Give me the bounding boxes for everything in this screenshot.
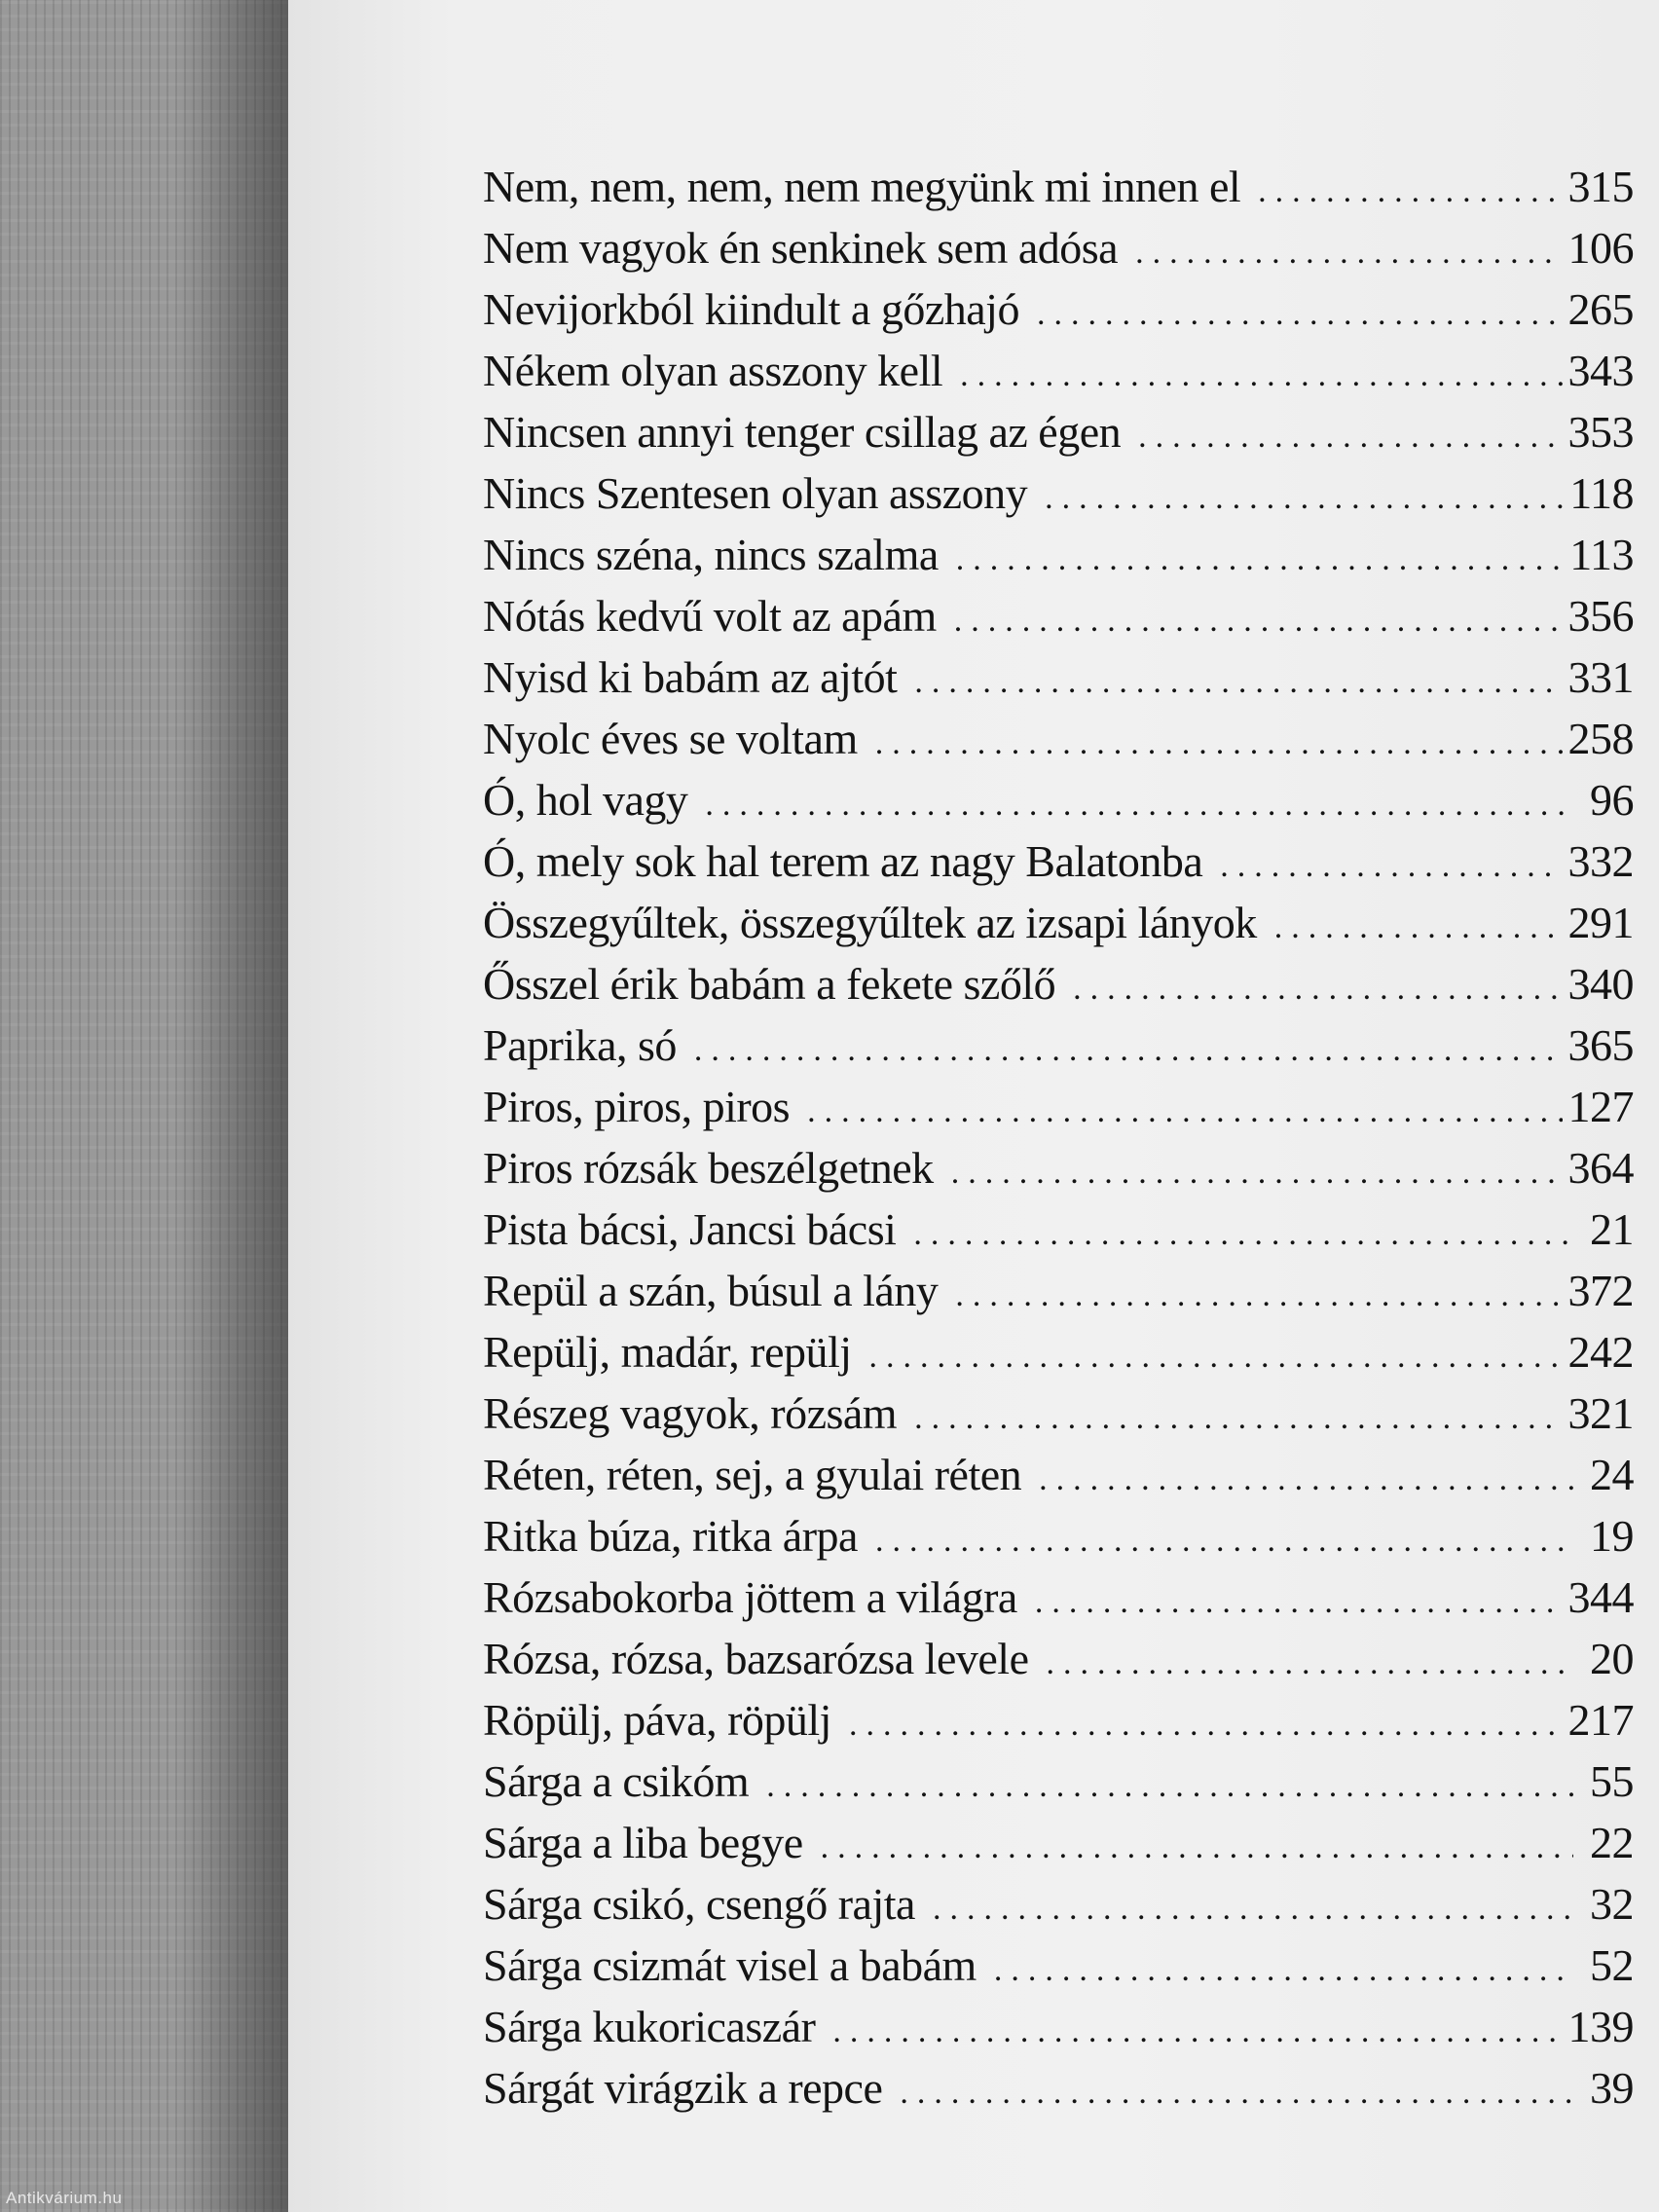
dot-leader — [933, 1878, 1573, 1939]
entry-page-number: 331 — [1567, 652, 1634, 702]
entry-title: Sárgát virágzik a repce — [483, 2063, 883, 2113]
dot-leader — [1047, 1633, 1574, 1694]
entry-title: Piros, piros, piros — [483, 1082, 791, 1131]
entry-page-number: 365 — [1567, 1020, 1634, 1070]
dot-leader — [960, 345, 1562, 406]
entry-page-number: 332 — [1567, 836, 1634, 886]
entry-title: Nincs széna, nincs szalma — [483, 530, 939, 579]
dot-leader — [1073, 958, 1562, 1019]
dot-leader — [832, 2001, 1562, 2062]
book-page — [288, 0, 1659, 2212]
dot-leader — [1138, 406, 1562, 467]
entry-page-number: 39 — [1590, 2063, 1634, 2113]
entry-title: Repülj, madár, repülj — [483, 1327, 852, 1377]
dot-leader — [766, 1755, 1573, 1817]
entry-title: Ritka búza, ritka árpa — [483, 1511, 858, 1561]
dot-leader — [914, 1387, 1562, 1449]
index-entry — [483, 830, 1634, 892]
dot-leader — [1035, 1571, 1563, 1633]
entry-title: Ősszel érik babám a fekete szőlő — [483, 959, 1056, 1009]
entry-page-number: 20 — [1590, 1634, 1634, 1683]
index-entry — [483, 1935, 1634, 1996]
index-entry — [483, 217, 1634, 278]
entry-page-number: 127 — [1567, 1082, 1634, 1131]
dot-leader — [694, 1019, 1563, 1081]
index-entry — [483, 401, 1634, 462]
entry-page-number: 19 — [1590, 1511, 1634, 1561]
dot-leader — [1039, 1449, 1573, 1510]
entry-page-number: 340 — [1567, 959, 1634, 1009]
index-entry — [483, 1076, 1634, 1137]
index-entry — [483, 524, 1634, 585]
watermark: Antikvárium.hu — [6, 2189, 123, 2207]
index-entry — [483, 1321, 1634, 1382]
index-entry — [483, 1873, 1634, 1935]
index-entry — [483, 1260, 1634, 1321]
entry-title: Repül a szán, búsul a lány — [483, 1266, 939, 1315]
index-entry — [483, 462, 1634, 524]
dot-leader — [914, 651, 1562, 713]
index-entry — [483, 1628, 1634, 1689]
dot-leader — [1037, 283, 1563, 345]
entry-page-number: 52 — [1590, 1940, 1634, 1990]
index-entry — [483, 892, 1634, 953]
entry-title: Sárga a liba begye — [483, 1818, 803, 1867]
dot-leader — [705, 774, 1573, 835]
index-entry — [483, 1567, 1634, 1628]
entry-page-number: 96 — [1590, 775, 1634, 825]
entry-title: Nem, nem, nem, nem megyünk mi innen el — [483, 162, 1241, 211]
entry-title: Nótás kedvű volt az apám — [483, 591, 937, 641]
entry-page-number: 21 — [1590, 1204, 1634, 1254]
dot-leader — [807, 1081, 1562, 1142]
entry-page-number: 372 — [1567, 1266, 1634, 1315]
entry-title: Részeg vagyok, rózsám — [483, 1388, 898, 1438]
index-entry — [483, 953, 1634, 1014]
entry-title: Rózsa, rózsa, bazsarózsa levele — [483, 1634, 1029, 1683]
entry-title: Röpülj, páva, röpülj — [483, 1695, 831, 1745]
entry-page-number: 364 — [1567, 1143, 1634, 1193]
index-entry — [483, 1014, 1634, 1076]
dot-leader — [994, 1939, 1573, 2001]
entry-page-number: 106 — [1567, 223, 1634, 273]
entry-title: Paprika, só — [483, 1020, 677, 1070]
dot-leader — [1258, 161, 1562, 222]
dot-leader — [821, 1817, 1573, 1878]
page-shadow — [175, 0, 292, 2212]
dot-leader — [1220, 835, 1562, 897]
index-entry — [483, 156, 1634, 217]
entry-title: Nem vagyok én senkinek sem adósa — [483, 223, 1119, 273]
entry-page-number: 118 — [1569, 468, 1634, 518]
entry-title: Nincsen annyi tenger csillag az égen — [483, 407, 1122, 457]
entry-title: Összegyűltek, összegyűltek az izsapi lányok — [483, 898, 1257, 947]
dot-leader — [956, 529, 1564, 590]
entry-page-number: 139 — [1567, 2002, 1634, 2051]
entry-page-number: 265 — [1567, 284, 1634, 334]
entry-page-number: 242 — [1567, 1327, 1634, 1377]
index-entry — [483, 2057, 1634, 2119]
dot-leader — [951, 1142, 1563, 1203]
entry-title: Nincs Szentesen olyan asszony — [483, 468, 1028, 518]
index-entry — [483, 1137, 1634, 1198]
dot-leader — [875, 1510, 1573, 1571]
entry-title: Pista bácsi, Jancsi bácsi — [483, 1204, 897, 1254]
entry-title: Rózsabokorba jöttem a világra — [483, 1572, 1017, 1622]
entry-title: Nevijorkból kiindult a gőzhajó — [483, 284, 1019, 334]
entry-title: Sárga csizmát visel a babám — [483, 1940, 977, 1990]
dot-leader — [900, 2062, 1573, 2123]
dot-leader — [875, 713, 1563, 774]
dot-leader — [955, 1265, 1562, 1326]
entry-page-number: 356 — [1567, 591, 1634, 641]
index-entry — [483, 585, 1634, 646]
entry-title: Nyolc éves se voltam — [483, 714, 858, 763]
entry-page-number: 343 — [1567, 346, 1634, 395]
entry-page-number: 113 — [1569, 530, 1634, 579]
index-entry — [483, 1812, 1634, 1873]
entry-title: Réten, réten, sej, a gyulai réten — [483, 1450, 1022, 1499]
entry-page-number: 55 — [1590, 1756, 1634, 1806]
index-entry — [483, 278, 1634, 340]
entry-page-number: 344 — [1567, 1572, 1634, 1622]
dot-leader — [954, 590, 1563, 651]
dot-leader — [913, 1203, 1573, 1265]
index-entry — [483, 708, 1634, 769]
dot-leader — [1045, 467, 1564, 529]
entry-page-number: 353 — [1567, 407, 1634, 457]
entry-title: Sárga kukoricaszár — [483, 2002, 816, 2051]
index-entry — [483, 769, 1634, 830]
entry-page-number: 291 — [1567, 898, 1634, 947]
song-index-list — [483, 156, 1634, 2119]
dot-leader — [849, 1694, 1563, 1755]
entry-page-number: 24 — [1590, 1450, 1634, 1499]
index-entry — [483, 1444, 1634, 1505]
index-entry — [483, 1382, 1634, 1444]
entry-title: Nyisd ki babám az ajtót — [483, 652, 898, 702]
index-entry — [483, 340, 1634, 401]
entry-page-number: 321 — [1567, 1388, 1634, 1438]
dot-leader — [1135, 222, 1562, 283]
index-entry — [483, 1751, 1634, 1812]
entry-title: Piros rózsák beszélgetnek — [483, 1143, 934, 1193]
entry-title: Sárga csikó, csengő rajta — [483, 1879, 915, 1929]
entry-title: Sárga a csikóm — [483, 1756, 750, 1806]
index-entry — [483, 1505, 1634, 1567]
index-entry — [483, 646, 1634, 708]
entry-title: Ó, hol vagy — [483, 775, 688, 825]
entry-page-number: 258 — [1567, 714, 1634, 763]
entry-page-number: 32 — [1590, 1879, 1634, 1929]
dot-leader — [1274, 897, 1563, 958]
index-entry — [483, 1689, 1634, 1751]
dot-leader — [869, 1326, 1563, 1387]
index-entry — [483, 1996, 1634, 2057]
entry-page-number: 217 — [1567, 1695, 1634, 1745]
index-entry — [483, 1198, 1634, 1260]
entry-page-number: 315 — [1567, 162, 1634, 211]
entry-page-number: 22 — [1590, 1818, 1634, 1867]
entry-title: Ó, mely sok hal terem az nagy Balatonba — [483, 836, 1203, 886]
entry-title: Nékem olyan asszony kell — [483, 346, 943, 395]
